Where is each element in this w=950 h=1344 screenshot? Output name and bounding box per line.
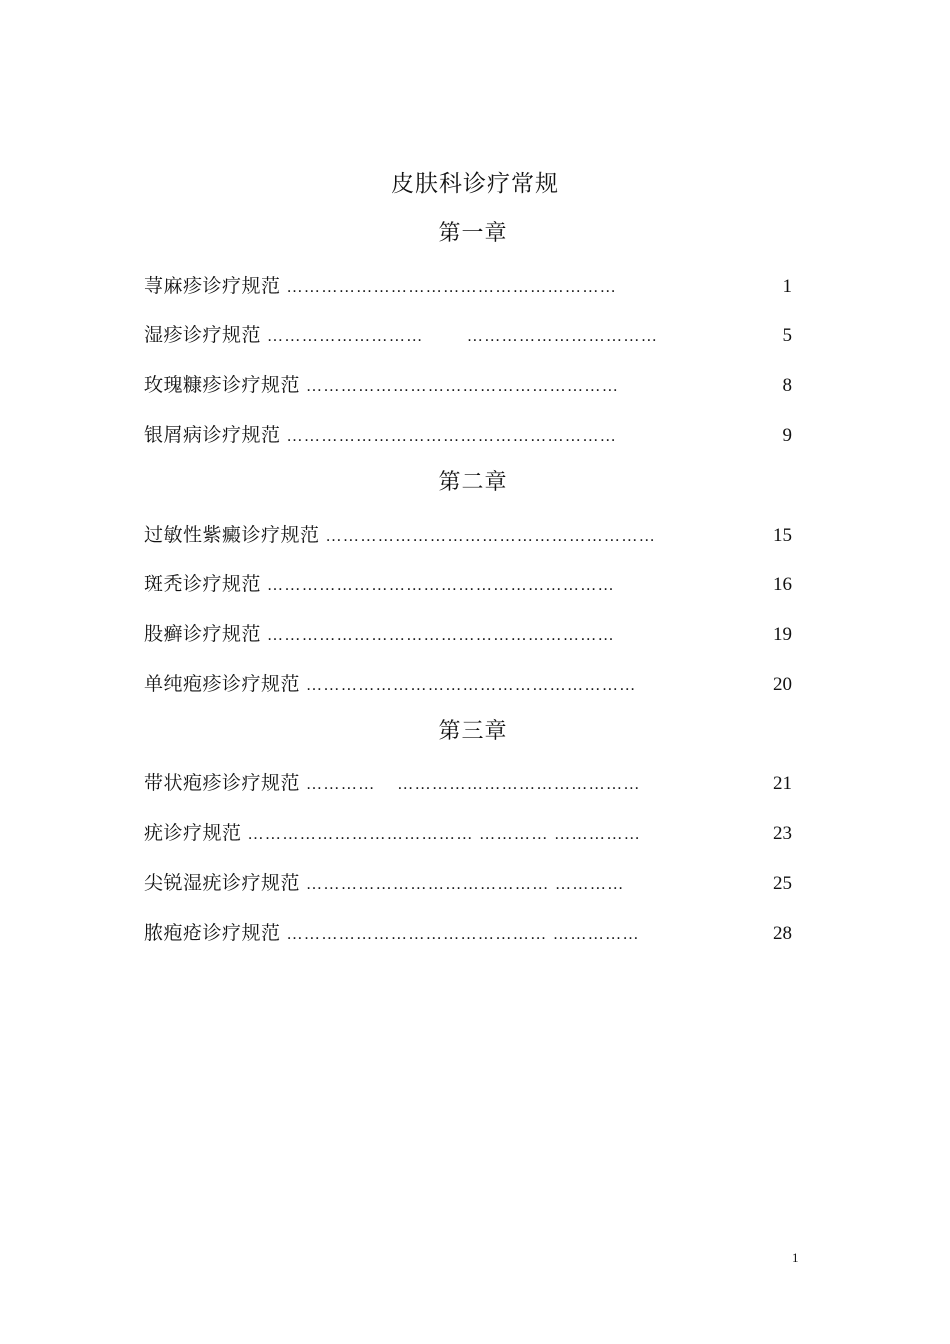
toc-entry[interactable]: [144, 918, 792, 948]
toc-entry-label: 带状疱疹诊疗规范: [144, 772, 301, 794]
toc-entry-label: 银屑病诊疗规范: [144, 424, 281, 446]
toc-entry[interactable]: [144, 569, 792, 599]
toc-entry[interactable]: [144, 320, 792, 350]
toc-entry-page: 19: [773, 624, 792, 645]
toc-entry-label: 湿疹诊疗规范: [144, 324, 262, 346]
toc-entry-page: 25: [773, 873, 792, 894]
toc-dot-leader: ………… ……………………………………: [306, 776, 641, 793]
toc-entry-label: 过敏性紫癜诊疗规范: [144, 524, 320, 546]
toc-entry-label: 荨麻疹诊疗规范: [144, 275, 281, 297]
toc-entry-label: 单纯疱疹诊疗规范: [144, 673, 301, 695]
toc-entry-page: 28: [773, 923, 792, 944]
toc-entry-label: 斑秃诊疗规范: [144, 573, 262, 595]
toc-entry[interactable]: [144, 868, 792, 898]
toc-entry-label: 玫瑰糠疹诊疗规范: [144, 374, 301, 396]
page-number: 1: [792, 1250, 799, 1265]
toc-dot-leader: …………………………………… …………: [306, 876, 625, 893]
toc-dot-leader: …………………………………………………: [325, 528, 657, 545]
toc-entry-page: 9: [782, 425, 792, 446]
toc-entry-label: 股癣诊疗规范: [144, 623, 262, 645]
toc-entry-page: 20: [773, 674, 792, 695]
toc-entry[interactable]: [144, 271, 792, 301]
toc-dot-leader: ………………………………………………: [306, 378, 620, 395]
toc-entry[interactable]: [144, 669, 792, 699]
toc-entry-page: 21: [773, 773, 792, 794]
toc-entry-label: 脓疱疮诊疗规范: [144, 922, 281, 944]
toc-dot-leader: ……………………………………………………: [267, 627, 616, 644]
toc-entry[interactable]: [144, 619, 792, 649]
toc-entry[interactable]: [144, 818, 792, 848]
toc-entry[interactable]: [144, 520, 792, 550]
chapter-heading-3: 第三章: [438, 719, 508, 744]
toc-entry-page: 5: [782, 325, 792, 346]
toc-dot-leader: ………………………………… ………… ……………: [247, 826, 642, 843]
toc-entry-page: 8: [782, 375, 792, 396]
toc-entry-label: 疣诊疗规范: [144, 822, 242, 844]
toc-dot-leader: ……………………………………………………: [267, 577, 616, 594]
document-title: 皮肤科诊疗常规: [391, 171, 559, 197]
toc-dot-leader: ……………………… ……………………………: [267, 328, 659, 345]
toc-entry-label: 尖锐湿疣诊疗规范: [144, 872, 301, 894]
toc-dot-leader: ……………………………………… ……………: [286, 926, 640, 943]
toc-entry[interactable]: [144, 370, 792, 400]
toc-dot-leader: …………………………………………………: [306, 677, 637, 694]
toc-entry-page: 1: [782, 276, 792, 297]
toc-entry-page: 16: [773, 574, 792, 595]
chapter-heading-1: 第一章: [438, 221, 508, 246]
chapter-heading-2: 第二章: [438, 470, 508, 495]
toc-dot-leader: …………………………………………………: [286, 428, 618, 445]
toc-entry-page: 15: [773, 525, 792, 546]
toc-dot-leader: …………………………………………………: [286, 279, 618, 296]
toc-entry[interactable]: [144, 768, 792, 798]
toc-entry-page: 23: [773, 823, 792, 844]
toc-entry[interactable]: [144, 420, 792, 450]
